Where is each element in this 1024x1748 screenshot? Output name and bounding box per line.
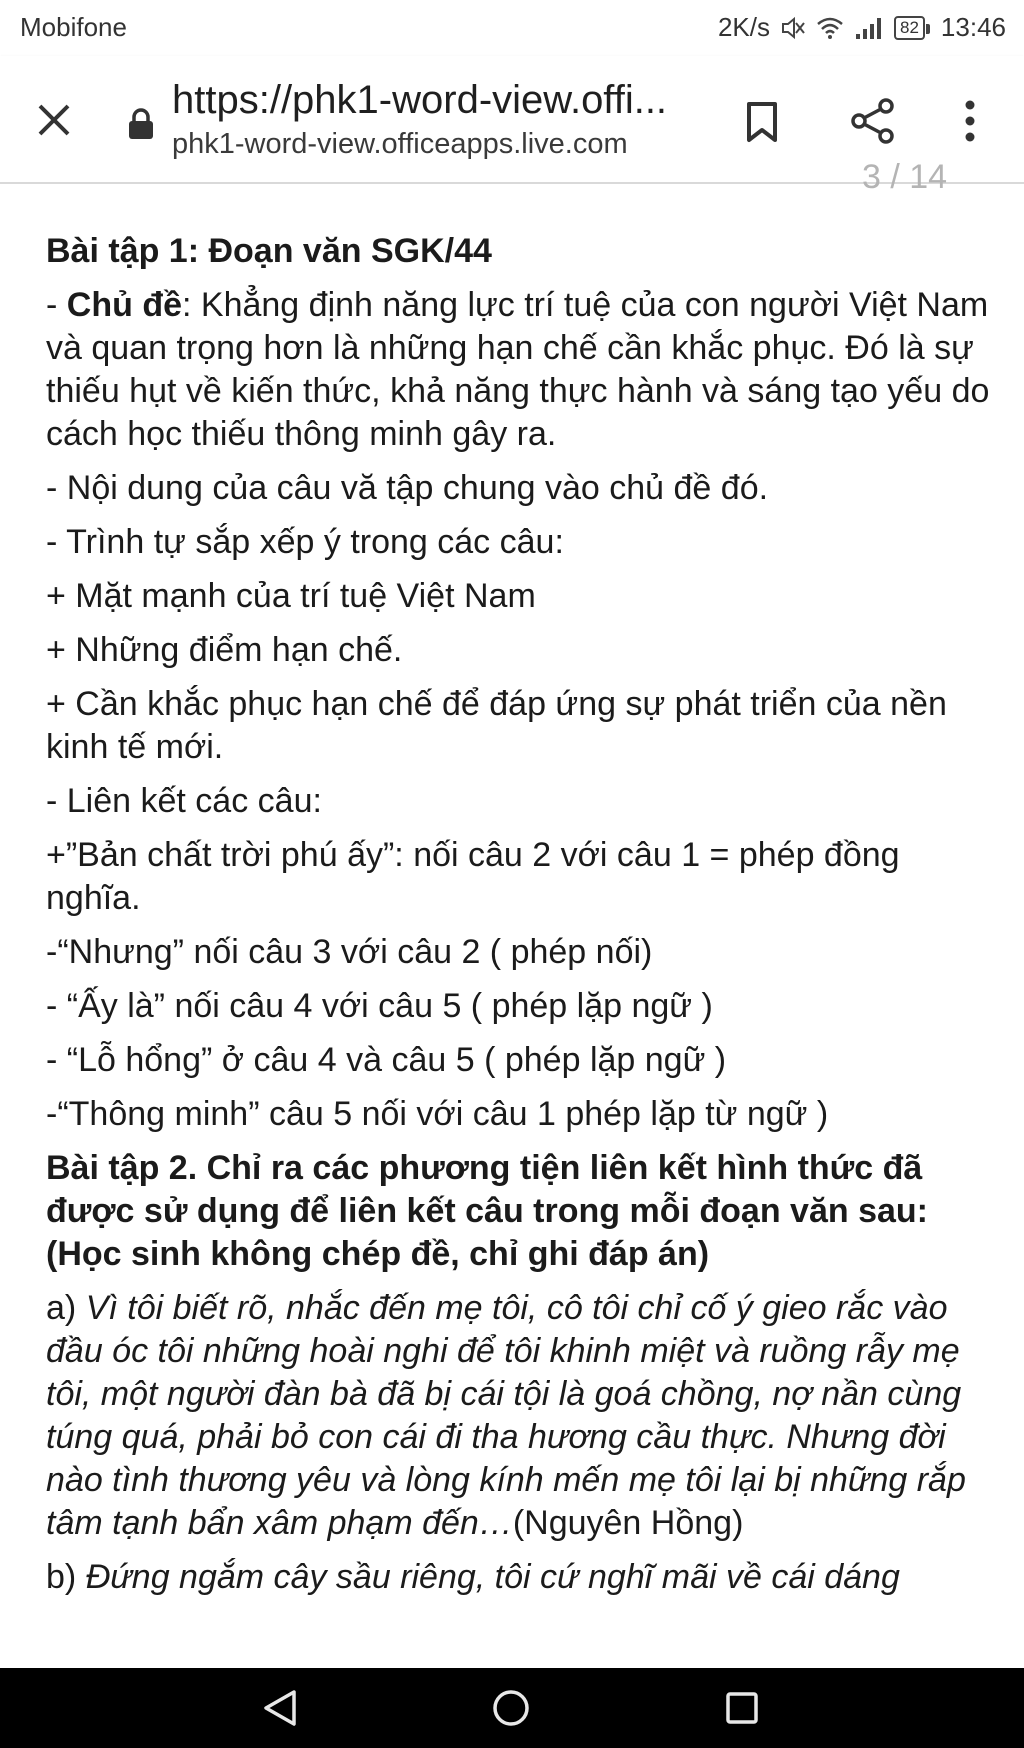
topic-paragraph [46, 284, 996, 456]
bookmark-icon [745, 101, 779, 143]
page-indicator: 3 / 14 [862, 158, 948, 196]
navigation-bar [0, 1668, 1024, 1748]
item-a-text: Vì tôi biết rõ, nhắc đến mẹ tôi, cô tôi chỉ cố ý gieo rắc vào đầu óc tôi những hoài nghi để tôi khinh miệt và ruồng rẫy mẹ tôi, một người đàn bà đã bị cái tội là goá chồng, nợ nần cùng túng quá, phải bỏ con cái đi tha hương cầu thực. Nhưng đời nào tình thương yêu và lòng kính mến mẹ tôi lại bị những rắp tâm tạnh bẩn xâm phạm đến… [46, 1289, 966, 1542]
item-a-source: (Nguyên Hồng) [512, 1504, 744, 1542]
carrier-name: Mobifone [20, 12, 127, 42]
network-speed: 2K/s [717, 12, 770, 42]
exercise-1-title: Bài tập 1: Đoạn văn SGK/44 [46, 232, 492, 270]
share-icon [850, 97, 896, 145]
content-line: + Những điểm hạn chế. [46, 631, 403, 669]
content-line: - “Ấy là” nối câu 4 với câu 5 ( phép lặp ngữ ) [46, 987, 713, 1025]
home-button[interactable] [481, 1678, 541, 1738]
clock: 13:46 [940, 12, 1006, 42]
close-icon [36, 102, 72, 138]
content-line: - Trình tự sắp xếp ý trong các câu: [46, 523, 564, 561]
item-b-prefix: b) [46, 1558, 86, 1596]
item-b [46, 1556, 996, 1599]
home-icon [491, 1688, 531, 1728]
content-line: +”Bản chất trời phú ấy”: nối câu 2 với câu 1 = phép đồng nghĩa. [46, 836, 900, 917]
signal-icon [854, 16, 884, 40]
status-bar [0, 0, 1024, 56]
status-icons [718, 12, 1006, 43]
topic-prefix: - [46, 286, 67, 324]
topic-text: : Khẳng định năng lực trí tuệ của con người Việt Nam và quan trọng hơn là những hạn chế cần khắc phục. Đó là sự thiếu hụt về kiến thức, khả năng thực hành và sáng tạo yếu do cách học thiếu thông minh gây ra. [46, 286, 990, 453]
recent-apps-icon [724, 1690, 760, 1726]
content-line: -“Nhưng” nối câu 3 với câu 2 ( phép nối) [46, 933, 653, 971]
battery-level: 82 [900, 17, 919, 37]
recent-apps-button[interactable] [712, 1678, 772, 1738]
mute-icon [780, 15, 806, 41]
document-content [46, 230, 996, 1610]
content-line: + Mặt mạnh của trí tuệ Việt Nam [46, 577, 536, 615]
close-button[interactable] [24, 90, 84, 150]
url-domain[interactable]: phk1-word-view.officeapps.live.com [172, 128, 628, 160]
topic-label: Chủ đề [66, 286, 182, 324]
battery-icon [894, 16, 925, 40]
back-icon [262, 1688, 298, 1728]
bookmark-button[interactable] [734, 92, 790, 152]
document-view[interactable] [0, 158, 1024, 1668]
content-line: - “Lỗ hổng” ở câu 4 và câu 5 ( phép lặp ngữ ) [46, 1041, 727, 1079]
content-line: + Cần khắc phục hạn chế để đáp ứng sự phát triển của nền kinh tế mới. [46, 685, 947, 766]
content-line: - Liên kết các câu: [46, 782, 322, 820]
wifi-icon [816, 16, 844, 40]
more-vert-icon [964, 99, 976, 143]
item-a-prefix: a) [46, 1289, 86, 1327]
back-button[interactable] [250, 1678, 310, 1738]
content-line: - Nội dung của câu vă tập chung vào chủ đề đó. [46, 469, 769, 507]
url-title[interactable]: https://phk1-word-view.offi... [172, 78, 668, 122]
share-button[interactable] [842, 90, 904, 152]
exercise-2-title: Bài tập 2. Chỉ ra các phương tiện liên kết hình thức đã được sử dụng để liên kết câu trong mỗi đoạn văn sau: (Học sinh không chép đề, chỉ ghi đáp án) [46, 1149, 928, 1273]
lock-icon[interactable] [124, 104, 158, 144]
item-a [46, 1287, 996, 1545]
more-options-button[interactable] [950, 90, 990, 152]
item-b-text: Đứng ngắm cây sầu riêng, tôi cứ nghĩ mãi về cái dáng [85, 1558, 900, 1596]
content-line: -“Thông minh” câu 5 nối với câu 1 phép lặp từ ngữ ) [46, 1095, 829, 1133]
